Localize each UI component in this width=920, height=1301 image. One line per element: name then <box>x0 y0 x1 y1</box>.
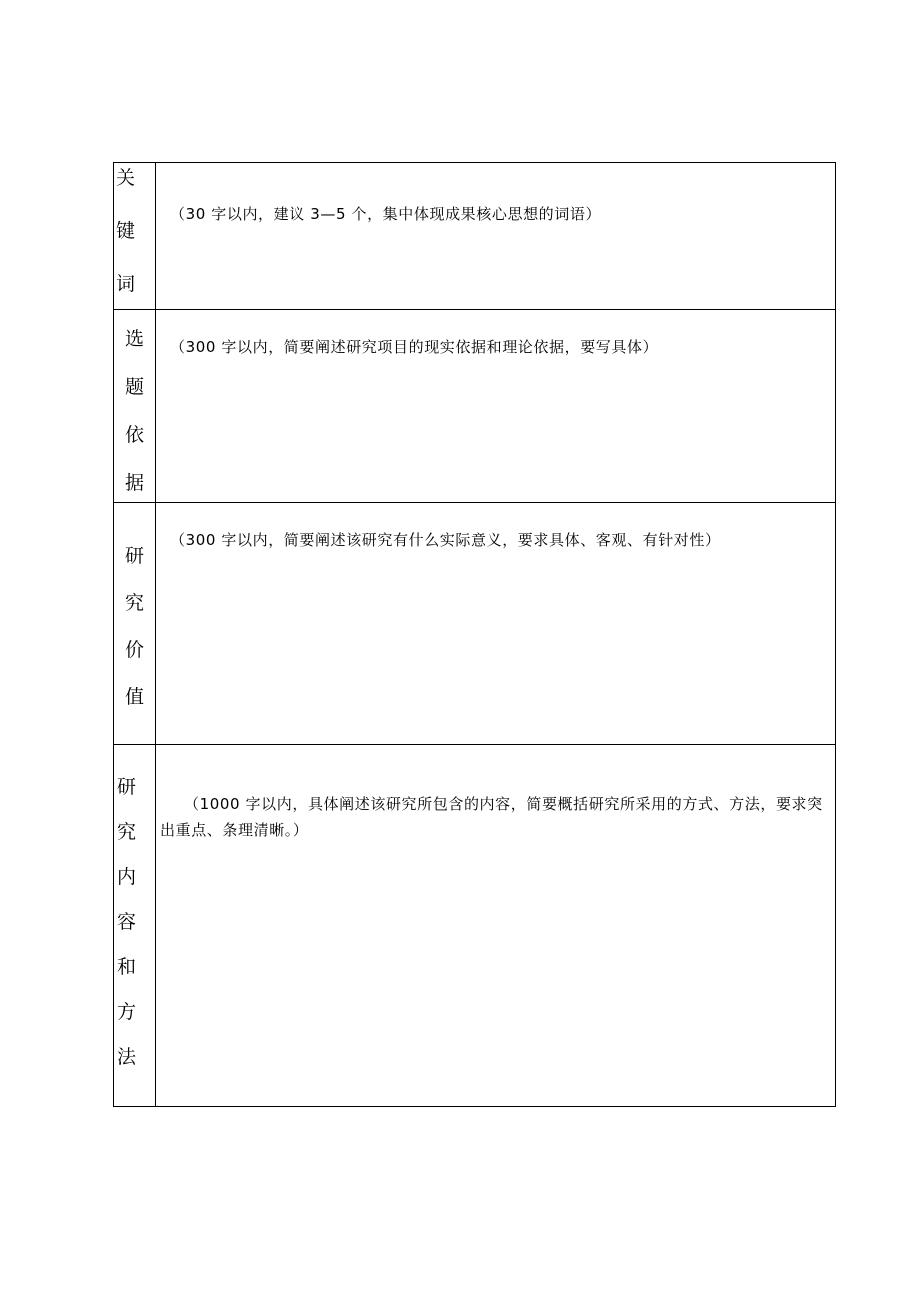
keywords-label-cell <box>114 163 156 310</box>
label-char: 内 <box>117 866 137 888</box>
label-char: 选 <box>124 328 144 350</box>
label-char: 方 <box>117 1001 137 1023</box>
research-value-row <box>114 503 836 745</box>
label-char: 价 <box>124 639 144 661</box>
content-method-content-cell[interactable] <box>156 745 836 1107</box>
research-value-label <box>114 503 155 707</box>
topic-basis-row <box>114 310 836 503</box>
label-char: 和 <box>117 956 137 978</box>
label-char: 题 <box>124 376 144 398</box>
topic-basis-hint: （300 字以内，简要阐述研究项目的现实依据和理论依据，要写具体） <box>170 338 659 356</box>
content-method-hint: （1000 字以内，具体阐述该研究所包含的内容，简要概括研究所采用的方式、方法，要求突出重点、条理清晰。） <box>160 795 823 839</box>
research-value-content-cell[interactable] <box>156 503 836 745</box>
label-char: 研 <box>117 776 137 798</box>
label-char: 键 <box>116 220 136 242</box>
topic-basis-content-cell[interactable] <box>156 310 836 503</box>
label-char: 究 <box>117 821 137 843</box>
keywords-content-cell[interactable] <box>156 163 836 310</box>
label-char: 值 <box>124 686 144 708</box>
topic-basis-label-cell <box>114 310 156 503</box>
application-form-table <box>113 162 836 1107</box>
keywords-hint: （30 字以内，建议 3—5 个，集中体现成果核心思想的词语） <box>170 205 602 223</box>
research-value-hint: （300 字以内，简要阐述该研究有什么实际意义，要求具体、客观、有针对性） <box>170 531 721 549</box>
label-char: 关 <box>116 167 136 189</box>
content-method-row <box>114 745 836 1107</box>
keywords-row <box>114 163 836 310</box>
label-char: 研 <box>124 545 144 567</box>
label-char: 法 <box>117 1046 137 1068</box>
label-char: 据 <box>124 472 144 494</box>
label-char: 容 <box>117 911 137 933</box>
label-char: 依 <box>124 424 144 446</box>
label-char: 词 <box>116 273 136 295</box>
research-value-label-cell <box>114 503 156 745</box>
topic-basis-label <box>114 310 155 493</box>
content-method-label-cell <box>114 745 156 1107</box>
keywords-label <box>114 163 155 294</box>
content-method-label <box>114 745 155 1067</box>
label-char: 究 <box>124 592 144 614</box>
